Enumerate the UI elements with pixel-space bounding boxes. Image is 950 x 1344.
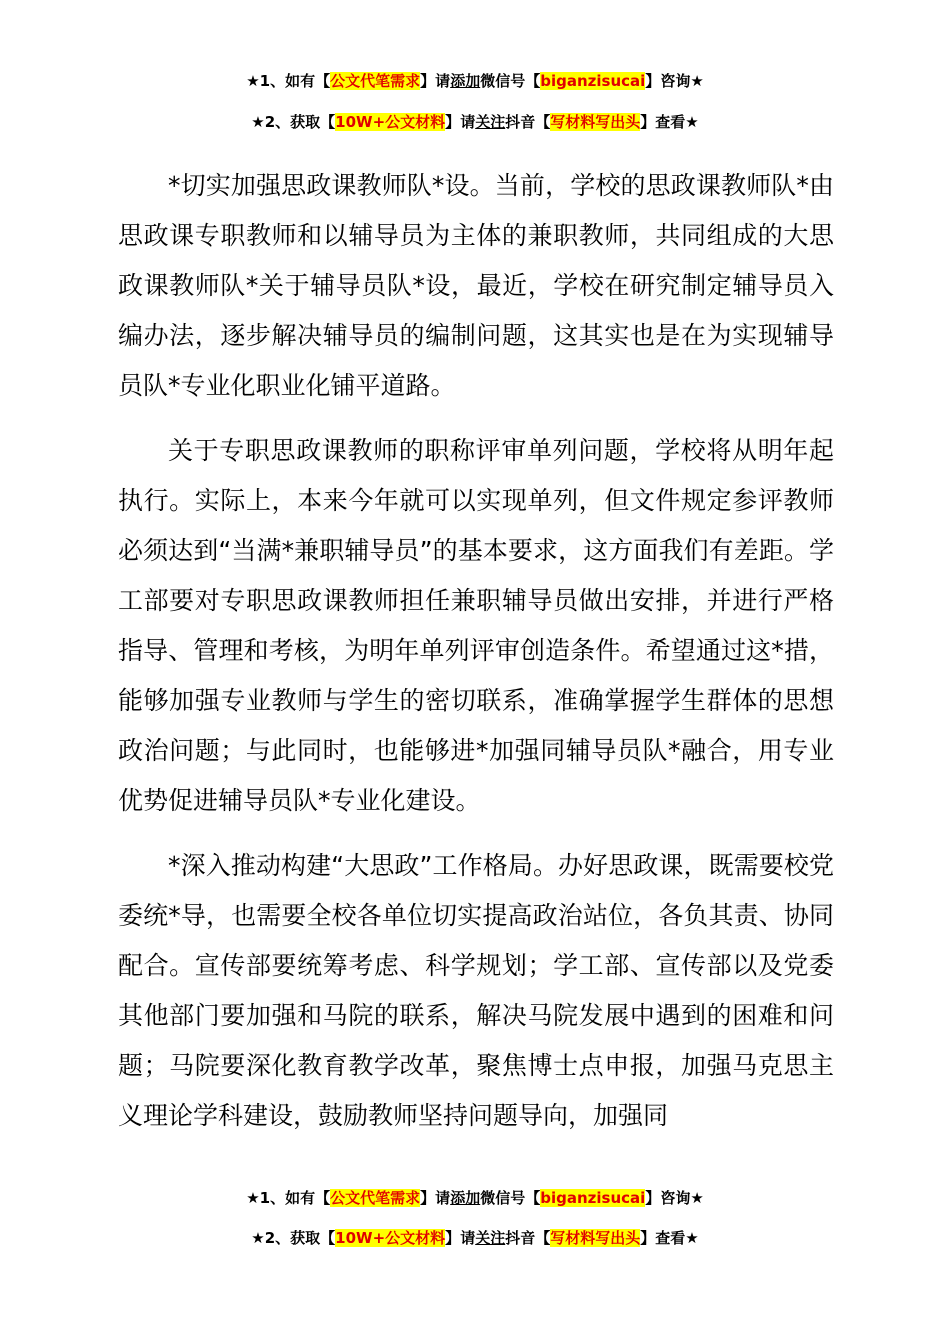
banner-bracket: 】 xyxy=(640,113,656,131)
banner-text: 请 xyxy=(460,1229,476,1247)
banner-bracket: 】 xyxy=(640,1229,656,1247)
banner-text: 抖音 xyxy=(505,113,536,131)
banner-text: 抖音 xyxy=(505,1229,536,1247)
banner-bracket: 【 xyxy=(525,1189,541,1207)
banner-emphasis: 添加 xyxy=(450,72,481,90)
banner-highlight: 写材料写出头 xyxy=(550,113,641,131)
paragraph-1: *切实加强思政课教师队*设。当前，学校的思政课教师队*由思政课专职教师和以辅导员为主体的兼职教师，共同组成的大思政课教师队*关于辅导员队*设，最近，学校在研究制定辅导员入编办法，逐步解决辅导员的编制问题，这其实也是在为实现辅导员队*专业化职业化铺平道路。 xyxy=(118,171,834,400)
banner-bracket: 【 xyxy=(315,72,331,90)
banner-bracket: 】 xyxy=(645,72,661,90)
banner-text: 请 xyxy=(460,113,476,131)
banner-emphasis: 添加 xyxy=(450,1189,481,1207)
banner-suffix: 咨询★ xyxy=(660,1189,704,1207)
footer-banner-1 xyxy=(0,1186,950,1210)
paragraph-3: *深入推动构建“大思政”工作格局。办好思政课，既需要校党委统*导，也需要全校各单位切实提高政治站位，各负其责、协同配合。宣传部要统筹考虑、科学规划；学工部、宣传部以及党委其他部门要加强和马院的联系，解决马院发展中遇到的困难和问题；马院要深化教育教学改革，聚焦博士点申报，加强马克思主义理论学科建设，鼓励教师坚持问题导向，加强同 xyxy=(118,851,834,1130)
banner-highlight: 10W+公文材料 xyxy=(335,113,446,131)
footer-banner-2 xyxy=(0,1226,950,1250)
banner-bracket: 】 xyxy=(645,1189,661,1207)
banner-bracket: 【 xyxy=(535,1229,551,1247)
banner-bracket: 【 xyxy=(320,113,336,131)
banner-emphasis: 关注 xyxy=(475,1229,506,1247)
banner-prefix: ★1、如有 xyxy=(246,1189,316,1207)
banner-highlight: 公文代笔需求 xyxy=(330,72,421,90)
banner-prefix: ★2、获取 xyxy=(251,1229,321,1247)
banner-bracket: 】 xyxy=(445,1229,461,1247)
banner-text: 请 xyxy=(435,1189,451,1207)
header-banner-2 xyxy=(0,110,950,134)
banner-bracket: 】 xyxy=(420,1189,436,1207)
banner-prefix: ★1、如有 xyxy=(246,72,316,90)
banner-bracket: 】 xyxy=(445,113,461,131)
banner-highlight: 公文代笔需求 xyxy=(330,1189,421,1207)
banner-prefix: ★2、获取 xyxy=(251,113,321,131)
banner-bracket: 【 xyxy=(315,1189,331,1207)
banner-bracket: 【 xyxy=(535,113,551,131)
banner-suffix: 查看★ xyxy=(655,113,699,131)
banner-suffix: 查看★ xyxy=(655,1229,699,1247)
banner-highlight: 写材料写出头 xyxy=(550,1229,641,1247)
banner-text: 请 xyxy=(435,72,451,90)
banner-suffix: 咨询★ xyxy=(660,72,704,90)
banner-highlight: biganzisucai xyxy=(540,1189,646,1207)
banner-bracket: 】 xyxy=(420,72,436,90)
banner-text: 微信号 xyxy=(480,72,526,90)
banner-bracket: 【 xyxy=(525,72,541,90)
header-banner-1 xyxy=(0,69,950,93)
banner-bracket: 【 xyxy=(320,1229,336,1247)
paragraph-2: 关于专职思政课教师的职称评审单列问题，学校将从明年起执行。实际上，本来今年就可以实现单列，但文件规定参评教师必须达到“当满*兼职辅导员”的基本要求，这方面我们有差距。学工部要对专职思政课教师担任兼职辅导员做出安排，并进行严格指导、管理和考核，为明年单列评审创造条件。希望通过这*措，能够加强专业教师与学生的密切联系，准确掌握学生群体的思想政治问题；与此同时，也能够进*加强同辅导员队*融合，用专业优势促进辅导员队*专业化建设。 xyxy=(118,436,834,815)
banner-text: 微信号 xyxy=(480,1189,526,1207)
banner-highlight: biganzisucai xyxy=(540,72,646,90)
banner-emphasis: 关注 xyxy=(475,113,506,131)
document-body xyxy=(118,161,834,1156)
banner-highlight: 10W+公文材料 xyxy=(335,1229,446,1247)
